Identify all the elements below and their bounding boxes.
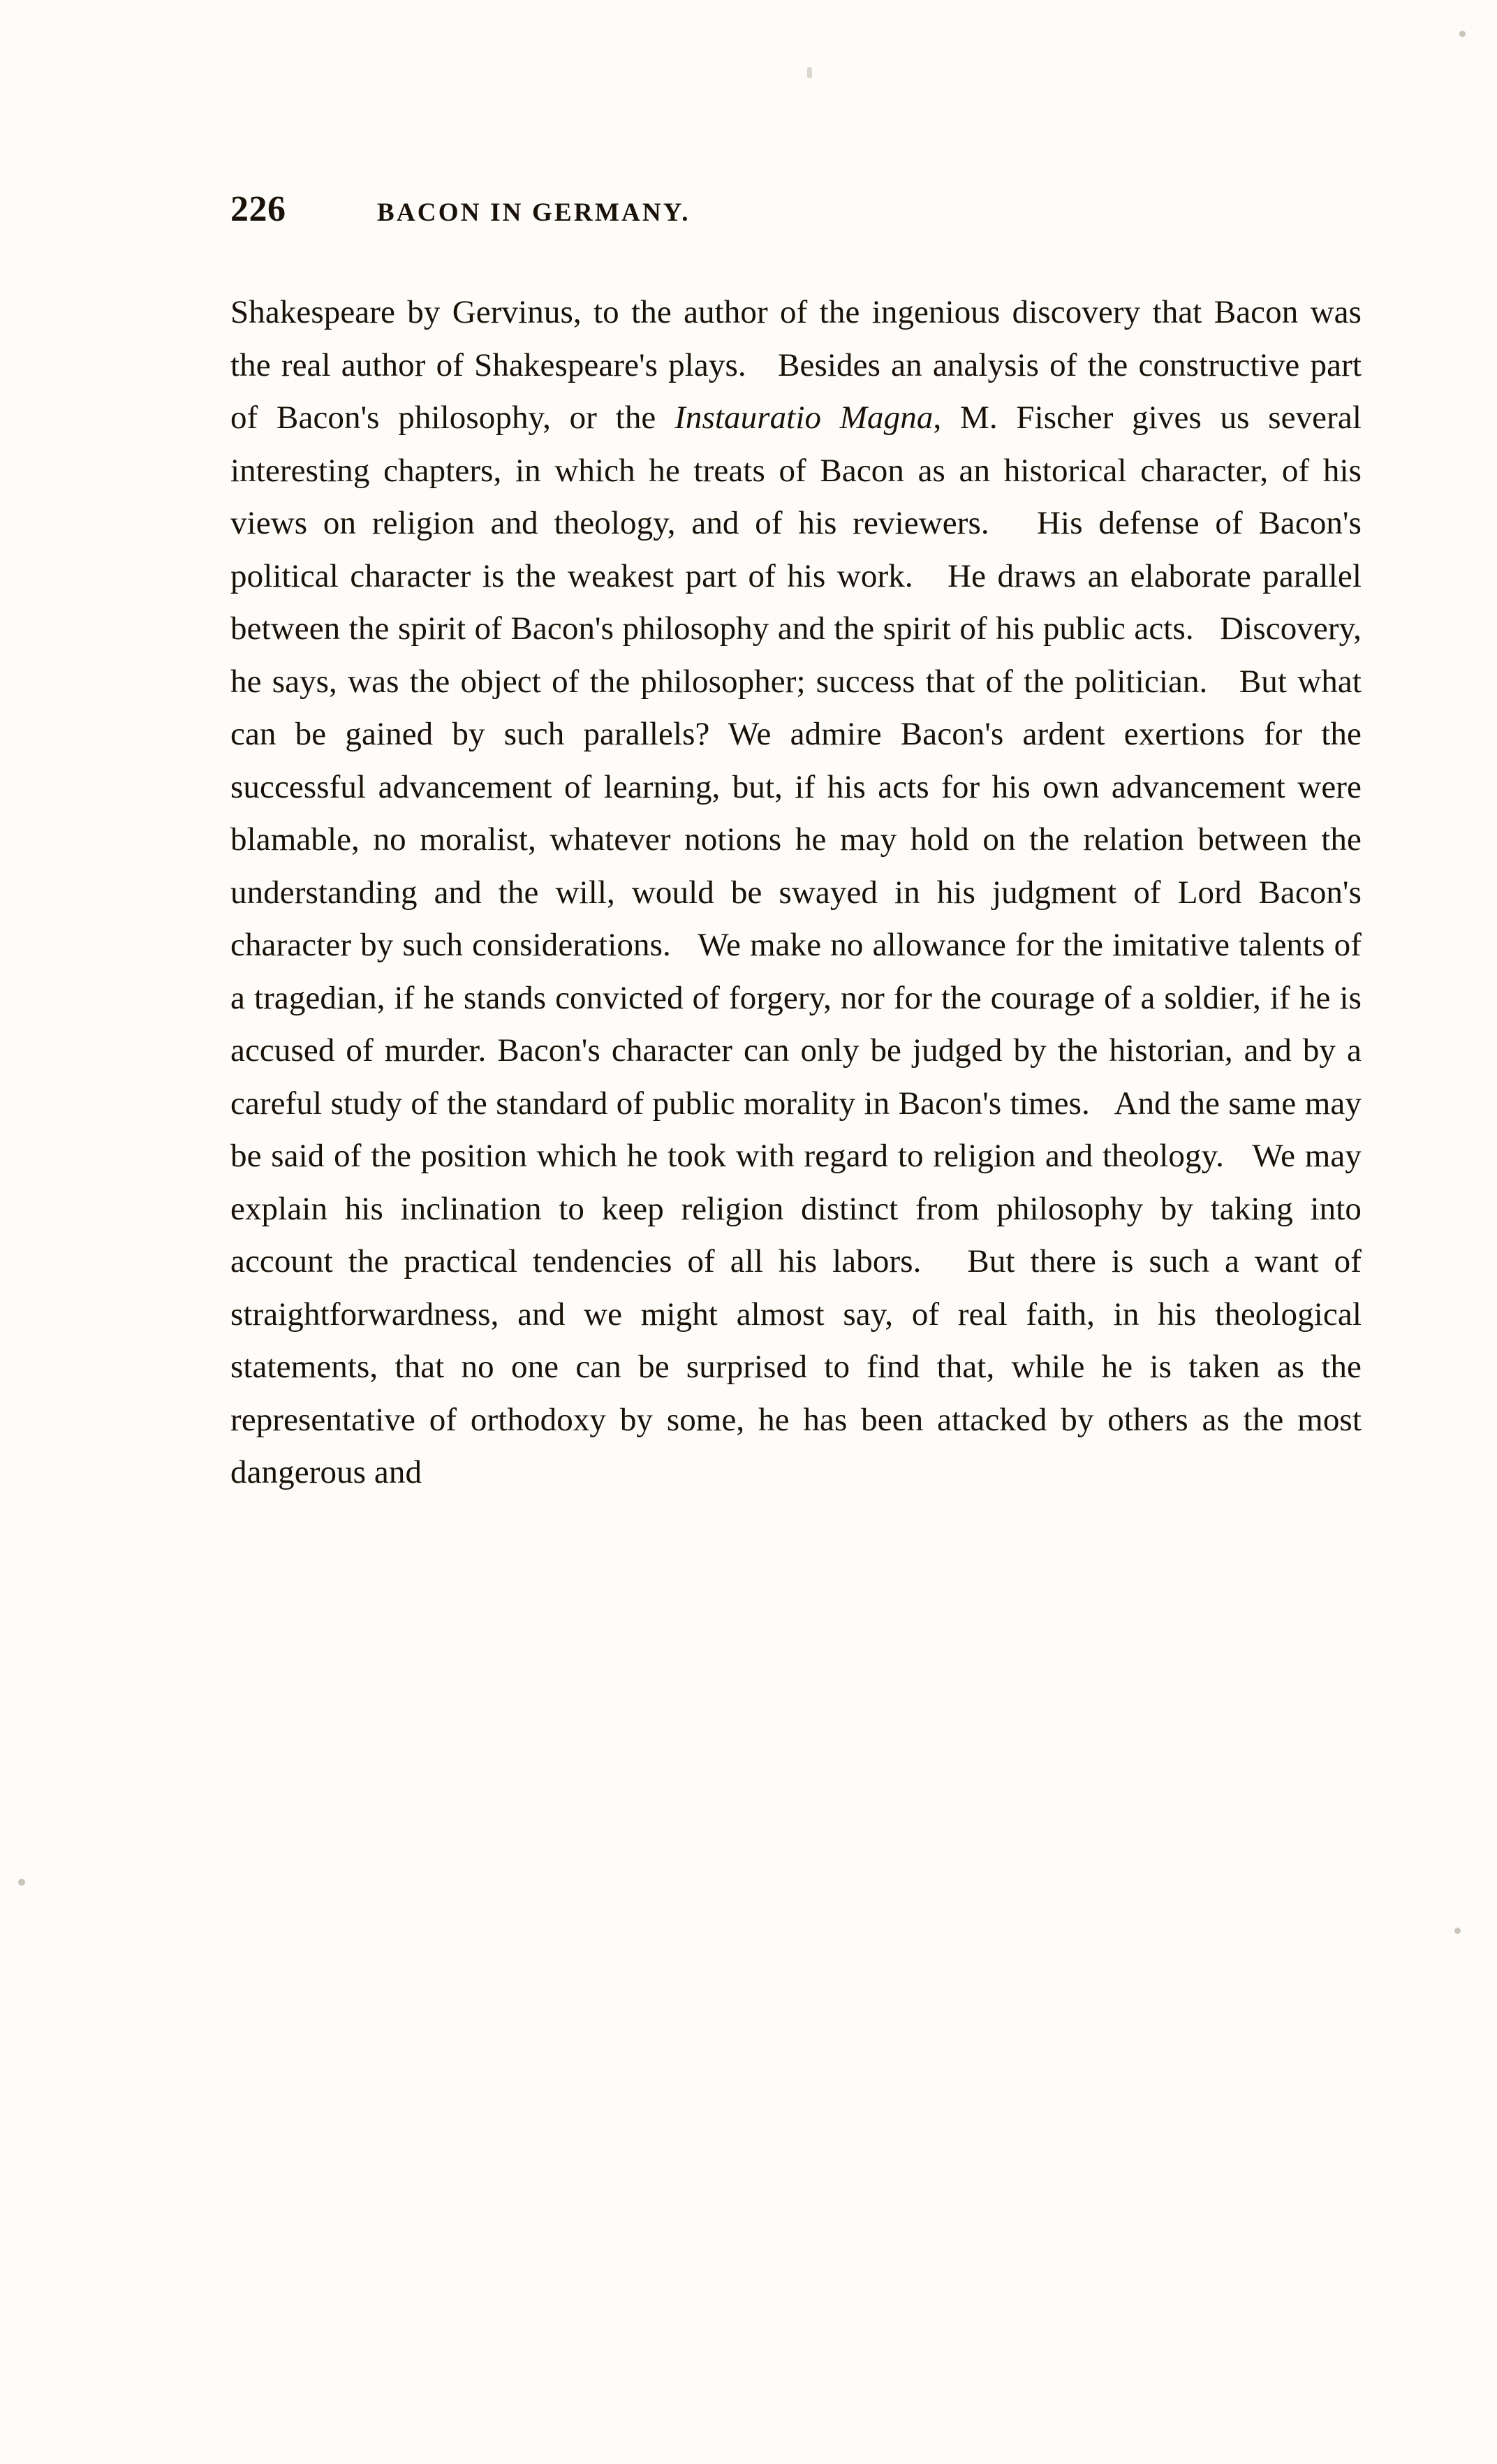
page-speckle	[1459, 31, 1466, 37]
text-block	[230, 189, 1362, 1499]
page-speckle	[18, 1879, 25, 1886]
page-speckle	[1454, 1928, 1461, 1934]
body-paragraph	[230, 286, 1362, 1499]
page-speckle	[807, 67, 812, 78]
running-head	[230, 189, 1362, 251]
paragraph-text: Shakespeare by Gervinus, to the author of the ingenious discovery that Bacon was the real author of Shakespeare's plays. Besides an analysis of the constructive part of Bacon's philosophy, or the Instauratio Magna, M. Fischer gives us several interesting chapters, in which he treats of Bacon as an historical character, of his views on religion and theology, and of his reviewers. His defense of Bacon's political character is the weakest part of his work. He draws an elaborate parallel between the spirit of Bacon's philosophy and the spirit of his public acts. Discovery, he says, was the object of the philosopher; success that of the politician. But what can be gained by such parallels? We admire Bacon's ardent exertions for the successful advancement of learning, but, if his acts for his own advancement were blamable, no moralist, whatever notions he may hold on the relation between the understanding and the will, would be swayed in his judgment of Lord Bacon's character by such considerations. We make no allowance for the imitative talents of a tragedian, if he stands convicted of forgery, nor for the courage of a soldier, if he is accused of murder. Bacon's character can only be judged by the historian, and by a careful study of the standard of public morality in Bacon's times. And the same may be said of the position which he took with regard to religion and theology. We may explain his inclination to keep religion distinct from philosophy by taking into account the practical tendencies of all his labors. But there is such a want of straightforwardness, and we might almost say, of real faith, in his theological statements, that no one can be surprised to find that, while he is taken as the representative of orthodoxy by some, he has been attacked by others as the most dangerous and	[230, 294, 1362, 1490]
page-number: 226	[230, 189, 286, 229]
running-head-title: BACON IN GERMANY.	[377, 198, 691, 227]
